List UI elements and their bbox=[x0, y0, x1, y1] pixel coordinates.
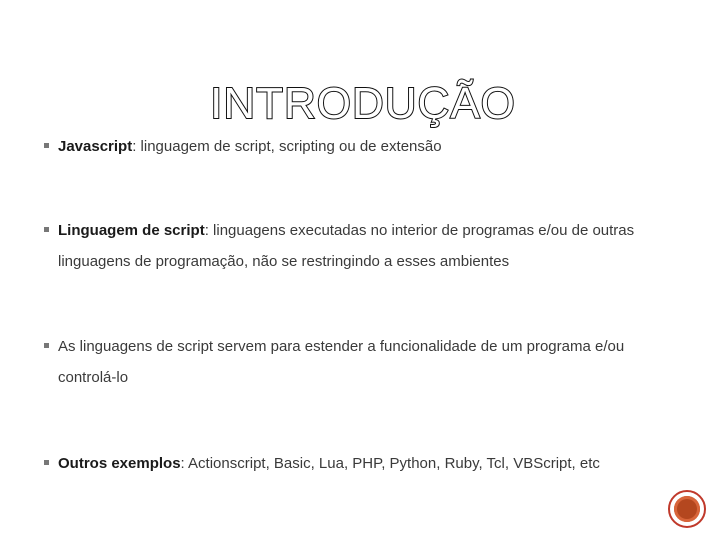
bullet-desc: : Actionscript, Basic, Lua, PHP, Python, Ruby, Tcl, VBScript, etc bbox=[180, 455, 600, 472]
bullet-term: Linguagem de script bbox=[58, 222, 205, 239]
bullet-marker-icon bbox=[44, 227, 49, 232]
bullet-term: Outros exemplos bbox=[58, 455, 181, 472]
bullet-desc: : linguagens executadas no interior de programas e/ou de outras linguagens de programação, não se restringindo a esses ambientes bbox=[58, 222, 635, 270]
bullet-text bbox=[58, 215, 678, 277]
bullet-marker-icon bbox=[44, 143, 49, 148]
slide-title: INTRODUÇÃO bbox=[210, 79, 516, 128]
bullet-text bbox=[58, 448, 678, 479]
bullet-desc: As linguagens de script servem para estender a funcionalidade de um programa e/ou controlá-lo bbox=[58, 338, 625, 386]
bullet-marker-icon bbox=[44, 460, 49, 465]
circle-nav-icon[interactable] bbox=[668, 490, 706, 528]
bullet-desc: : linguagem de script, scripting ou de extensão bbox=[132, 138, 442, 155]
bullet-marker-icon bbox=[44, 343, 49, 348]
bullet-text bbox=[58, 331, 678, 393]
bullet-text bbox=[58, 131, 678, 162]
circle-nav-inner-icon bbox=[674, 496, 700, 522]
bullet-term: Javascript bbox=[58, 138, 133, 155]
